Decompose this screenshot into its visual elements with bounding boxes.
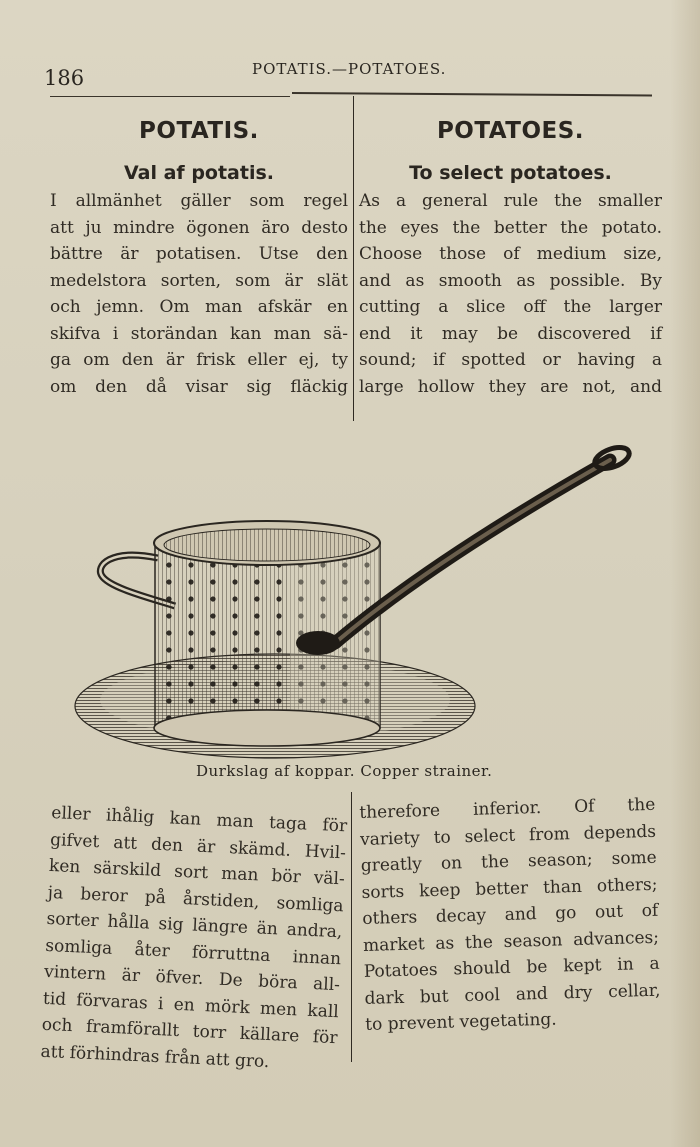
copper-strainer-illustration	[70, 438, 640, 768]
text-line: large hollow they are not, and	[359, 376, 662, 397]
english-column-bottom	[359, 792, 662, 1039]
text-line: och jemn. Om man afskär en	[50, 297, 348, 317]
text-line: cutting a slice off the larger	[359, 297, 662, 317]
text-line: ga om den är frisk eller ej, ty	[50, 350, 348, 370]
text-line: therefore inferior. Of the	[359, 794, 656, 823]
header-rule	[50, 96, 290, 97]
text-line: gifvet att den är skämd. Hvil-	[49, 829, 347, 863]
text-line: greatly on the season; some	[360, 847, 658, 876]
text-line: sorter hålla sig längre än andra,	[46, 908, 343, 943]
running-head: POTATIS.—POTATOES.	[252, 60, 447, 78]
text-line: att förhindras från att gro.	[40, 1041, 270, 1072]
text-line: att ju mindre ögonen äro desto	[50, 217, 348, 238]
swedish-column-bottom	[40, 800, 348, 1078]
recipe-title-swedish: Val af potatis.	[124, 162, 274, 184]
text-line: Choose those of medium size,	[359, 244, 662, 264]
recipe-text-english	[359, 188, 662, 400]
column-divider	[351, 792, 352, 1062]
column-divider	[353, 96, 354, 421]
text-line: eller ihålig kan man taga för	[50, 802, 348, 837]
text-line: I allmänhet gäller som regel	[50, 191, 348, 211]
text-line: om den då visar sig fläckig	[50, 376, 348, 397]
recipe-text-swedish-cont	[40, 800, 348, 1078]
text-line: skifva i storändan kan man sä-	[50, 323, 348, 344]
illustration-caption: Durkslag af koppar. Copper strainer.	[196, 762, 493, 780]
text-line: somliga åter förruttna innan	[44, 935, 342, 969]
text-line: others decay and go out of	[362, 900, 659, 929]
english-column-top	[359, 110, 662, 400]
text-line: tid förvaras i en mörk men kall	[42, 988, 340, 1022]
text-line: variety to select from depends	[359, 821, 657, 850]
text-line: to prevent vegetating.	[365, 1009, 557, 1035]
header-rule	[292, 92, 652, 97]
section-title-swedish: POTATIS.	[139, 118, 259, 144]
text-line: the eyes the better the potato.	[359, 217, 662, 238]
recipe-text-swedish	[50, 188, 348, 400]
text-line: Potatoes should be kept in a	[363, 953, 660, 982]
text-line: end it may be discovered if	[359, 323, 662, 344]
text-line: medelstora sorten, som är slät	[50, 270, 348, 291]
text-line: sound; if spotted or having a	[359, 350, 662, 370]
recipe-text-english-cont	[359, 792, 662, 1039]
swedish-column-top	[50, 110, 348, 400]
page-edge-shadow	[670, 0, 700, 1147]
page-number: 186	[44, 66, 85, 90]
text-line: As a general rule the smaller	[359, 191, 662, 211]
text-line: och framförallt torr källare för	[41, 1014, 338, 1049]
text-line: market as the season advances;	[362, 927, 660, 956]
text-line: vintern är öfver. De böra all-	[43, 961, 341, 996]
recipe-title-english: To select potatoes.	[409, 162, 612, 184]
section-title-english: POTATOES.	[436, 118, 585, 144]
text-line: dark but cool and dry cellar,	[364, 980, 661, 1009]
text-line: ken särskild sort man bör väl-	[48, 855, 346, 890]
text-line: and as smooth as possible. By	[359, 270, 662, 291]
text-line: bättre är potatisen. Utse den	[50, 244, 348, 264]
text-line: ja beror på årstiden, somliga	[47, 882, 344, 916]
text-line: sorts keep better than others;	[361, 874, 658, 903]
